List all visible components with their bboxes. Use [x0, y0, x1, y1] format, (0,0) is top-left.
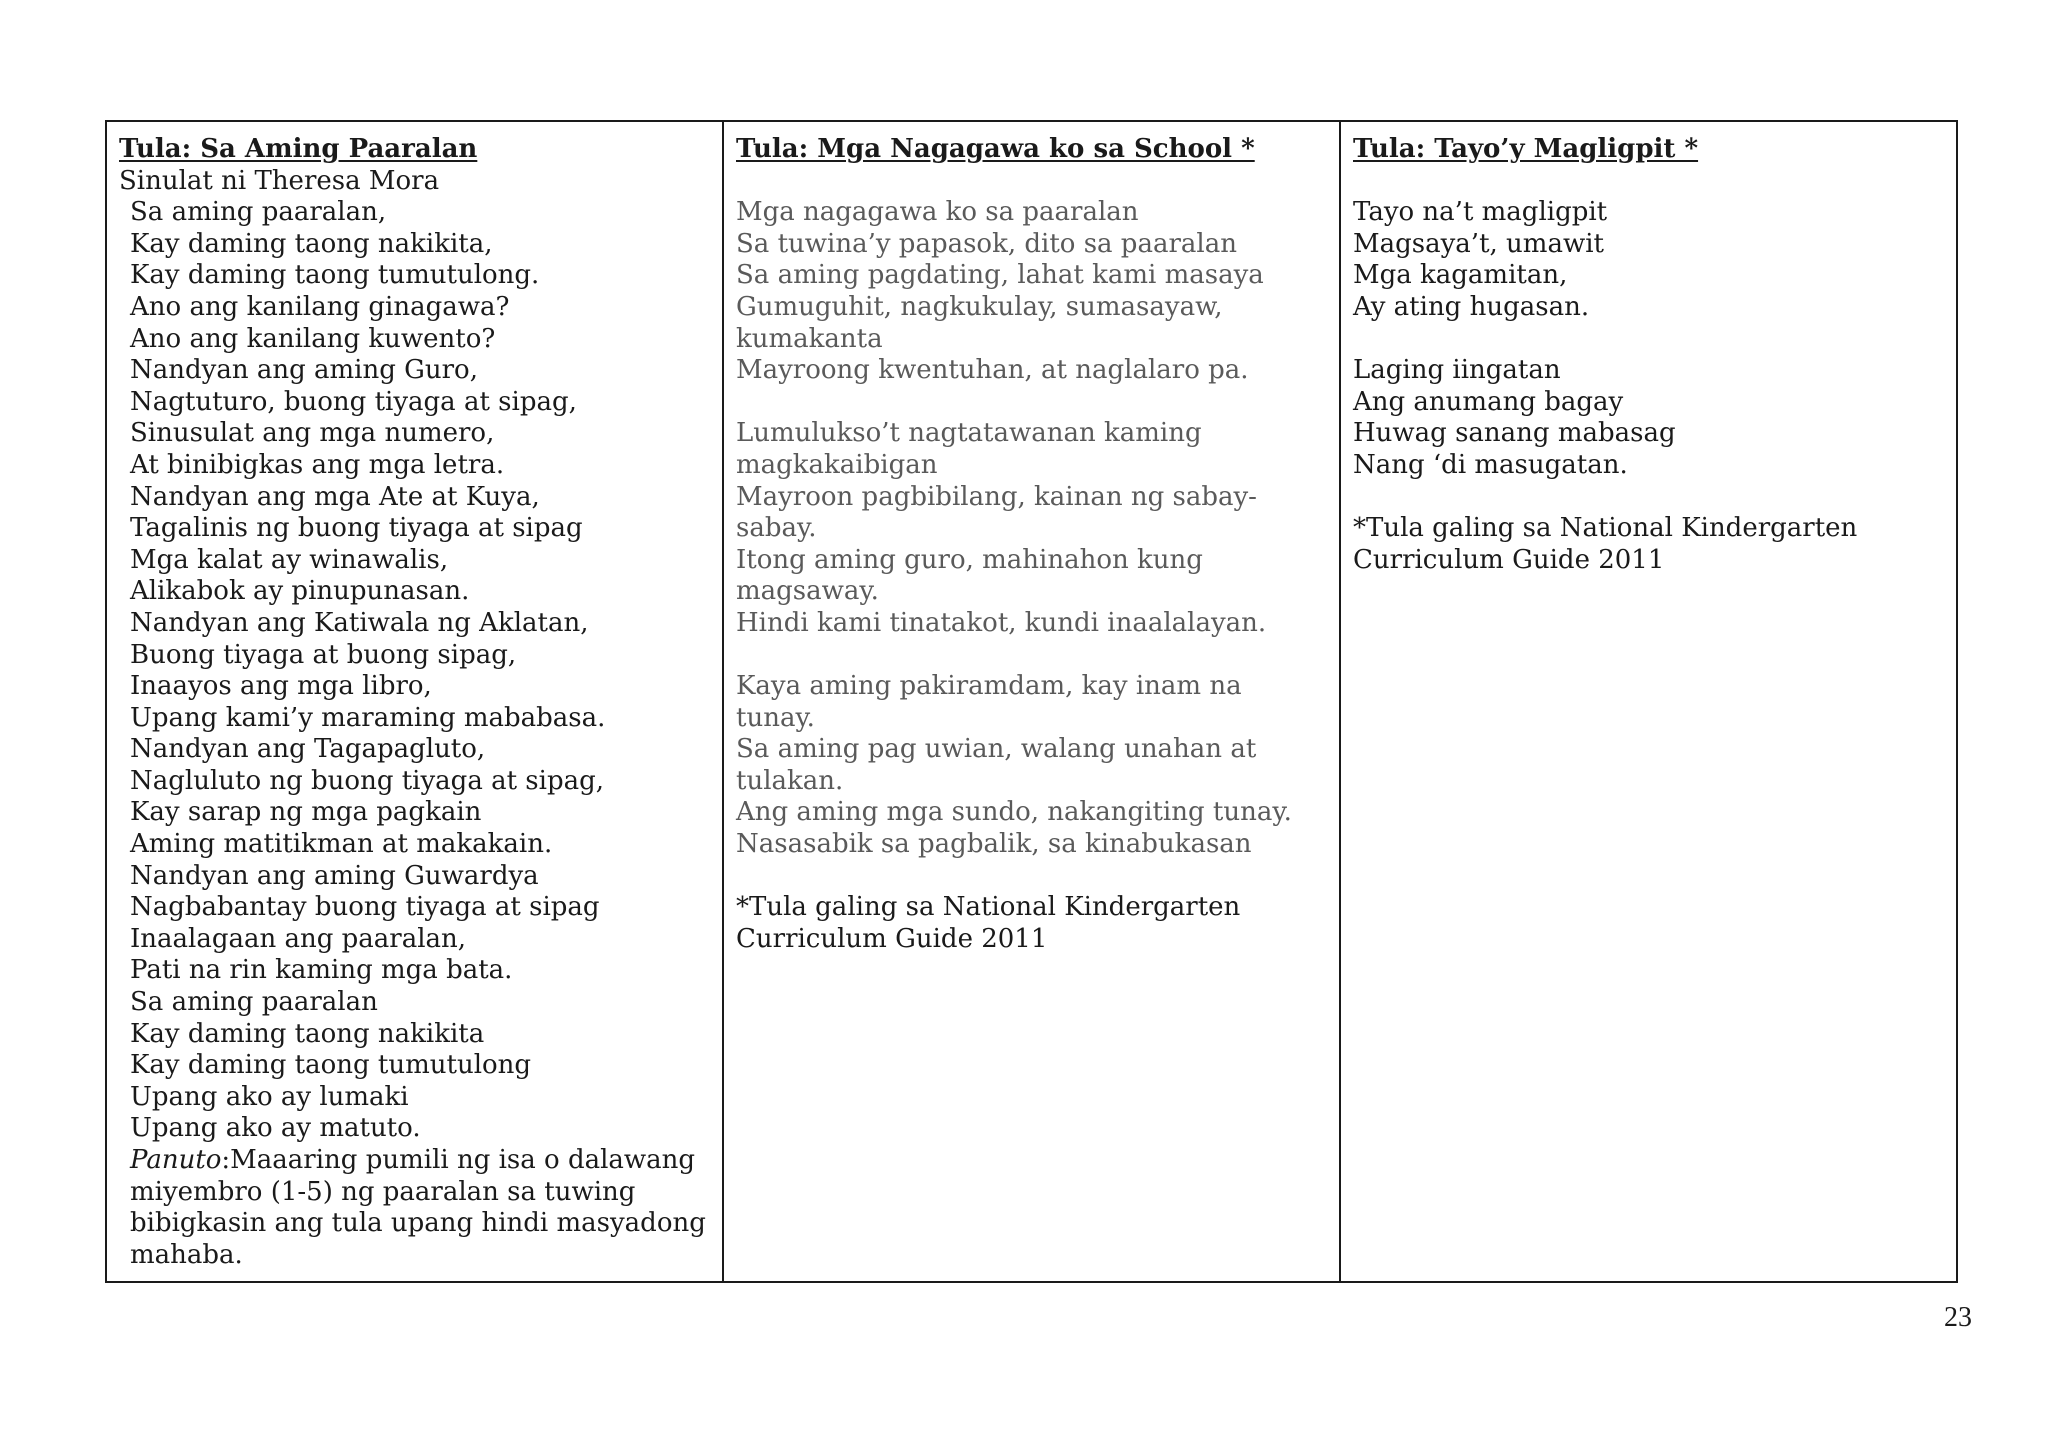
poem-line: Upang kami’y maraming mababasa. — [130, 702, 606, 733]
stanza — [1353, 197, 1946, 323]
poem-line: Ang aming mga sundo, nakangiting tunay. — [736, 797, 1292, 828]
instruction-label: Panuto — [130, 1145, 222, 1175]
poem-title: Tula: Mga Nagagawa ko sa School * — [736, 134, 1255, 164]
poem-line: Alikabok ay pinupunasan. — [130, 576, 470, 607]
poem-line: Aming matitikman at makakain. — [130, 829, 553, 860]
poem-lines — [119, 197, 712, 1145]
poem-line: Nandyan ang aming Guro, — [130, 355, 478, 386]
instruction-line — [119, 1145, 712, 1177]
stanza — [736, 671, 1329, 861]
poem-line: tulakan. — [736, 765, 844, 796]
poem-line: Kaya aming pakiramdam, kay inam na — [736, 671, 1242, 702]
poem-line: Magsaya’t, umawit — [1353, 228, 1604, 259]
poem-line: Ano ang kanilang kuwento? — [130, 323, 496, 354]
blank-line — [736, 640, 1329, 672]
poem-line: Nandyan ang aming Guwardya — [130, 860, 539, 891]
poem-line: Inaalagaan ang paaralan, — [130, 923, 467, 954]
source-note-line: *Tula galing sa National Kindergarten — [1353, 513, 1858, 544]
blank-line — [1353, 324, 1946, 356]
poem-title: Tula: Tayo’y Magligpit * — [1353, 134, 1699, 164]
poem-line: Gumuguhit, nagkukulay, sumasayaw, — [736, 291, 1223, 322]
poem-line: Kay daming taong tumutulong — [130, 1050, 532, 1081]
instructions — [119, 1145, 712, 1271]
poem-line: Kay daming taong nakikita — [130, 1018, 485, 1049]
stanza — [736, 418, 1329, 639]
poem-line: Mayroon pagbibilang, kainan ng sabay- — [736, 481, 1257, 512]
instruction-line: miyembro (1-5) ng paaralan sa tuwing — [130, 1176, 636, 1207]
poem-line: Nagbabantay buong tiyaga at sipag — [130, 892, 600, 923]
poem-line: Sa aming paaralan — [130, 987, 378, 1018]
source-note-line: Curriculum Guide 2011 — [1353, 544, 1665, 575]
poem-line: Nandyan ang mga Ate at Kuya, — [130, 481, 540, 512]
poem-title: Tula: Sa Aming Paaralan — [119, 134, 478, 164]
instruction-line: mahaba. — [130, 1239, 243, 1270]
poem-line: Sinusulat ang mga numero, — [130, 418, 495, 449]
blank-line — [1353, 482, 1946, 514]
poem-line: Sa aming pag uwian, walang unahan at — [736, 734, 1257, 765]
source-note — [1353, 513, 1946, 576]
poem-line: Ay ating hugasan. — [1353, 291, 1590, 322]
poem-line: kumakanta — [736, 323, 883, 354]
poem-line: Sa aming pagdating, lahat kami masaya — [736, 260, 1264, 291]
poem-line: Upang ako ay matuto. — [130, 1113, 421, 1144]
poem-line: Nasasabik sa pagbalik, sa kinabukasan — [736, 829, 1252, 860]
poem-line: magkakaibigan — [736, 449, 938, 480]
poem-line: Kay daming taong tumutulong. — [130, 260, 540, 291]
poem-line: magsaway. — [736, 576, 879, 607]
poem-line: Mga kalat ay winawalis, — [130, 544, 449, 575]
poem-line: Laging iingatan — [1353, 355, 1561, 386]
poem-line: Sa aming paaralan, — [130, 197, 387, 228]
column-tayoy-magligpit — [1339, 122, 1956, 1281]
column-mga-nagagawa-ko — [722, 122, 1339, 1281]
poem-line: Sa tuwina’y papasok, dito sa paaralan — [736, 228, 1237, 259]
poem-line: Buong tiyaga at buong sipag, — [130, 639, 517, 670]
poem-line: Lumulukso’t nagtatawanan kaming — [736, 418, 1202, 449]
poem-line: Kay daming taong nakikita, — [130, 228, 493, 259]
poem-line: Hindi kami tinatakot, kundi inaalalayan. — [736, 607, 1267, 638]
poem-line: Mga nagagawa ko sa paaralan — [736, 197, 1139, 228]
poem-line: Ang anumang bagay — [1353, 386, 1624, 417]
poem-line: Pati na rin kaming mga bata. — [130, 955, 513, 986]
blank-line — [736, 861, 1329, 893]
column-sa-aming-paaralan — [107, 122, 722, 1281]
poem-line: Itong aming guro, mahinahon kung — [736, 544, 1203, 575]
source-note — [736, 892, 1329, 955]
poem-line: Nagtuturo, buong tiyaga at sipag, — [130, 386, 577, 417]
poem-line: Tayo na’t magligpit — [1353, 197, 1608, 228]
poem-line: Nagluluto ng buong tiyaga at sipag, — [130, 765, 605, 796]
poem-line: tunay. — [736, 702, 815, 733]
poem-line: Huwag sanang mabasag — [1353, 418, 1676, 449]
blank-line — [736, 387, 1329, 419]
blank-line — [736, 166, 1329, 198]
instruction-text: :Maaaring pumili ng isa o dalawang — [221, 1145, 696, 1175]
stanza — [1353, 355, 1946, 481]
poem-line: Mga kagamitan, — [1353, 260, 1568, 291]
page-number: 23 — [1944, 1302, 1972, 1333]
blank-line — [1353, 166, 1946, 198]
poem-line: Tagalinis ng buong tiyaga at sipag — [130, 513, 583, 544]
source-note-line: *Tula galing sa National Kindergarten — [736, 892, 1241, 923]
source-note-line: Curriculum Guide 2011 — [736, 923, 1048, 954]
poem-line: At binibigkas ang mga letra. — [130, 449, 505, 480]
poem-author: Sinulat ni Theresa Mora — [119, 165, 440, 196]
poem-line: Nang ‘di masugatan. — [1353, 449, 1628, 480]
poem-table — [105, 120, 1958, 1283]
poem-line: Mayroong kwentuhan, at naglalaro pa. — [736, 355, 1249, 386]
poem-line: Upang ako ay lumaki — [130, 1081, 409, 1112]
poem-line: sabay. — [736, 513, 817, 544]
poem-line: Nandyan ang Katiwala ng Aklatan, — [130, 607, 589, 638]
poem-line: Kay sarap ng mga pagkain — [130, 797, 482, 828]
poem-line: Inaayos ang mga libro, — [130, 671, 432, 702]
instruction-line: bibigkasin ang tula upang hindi masyadong — [130, 1208, 706, 1239]
stanza — [736, 197, 1329, 387]
poem-line: Nandyan ang Tagapagluto, — [130, 734, 486, 765]
poem-line: Ano ang kanilang ginagawa? — [130, 291, 510, 322]
